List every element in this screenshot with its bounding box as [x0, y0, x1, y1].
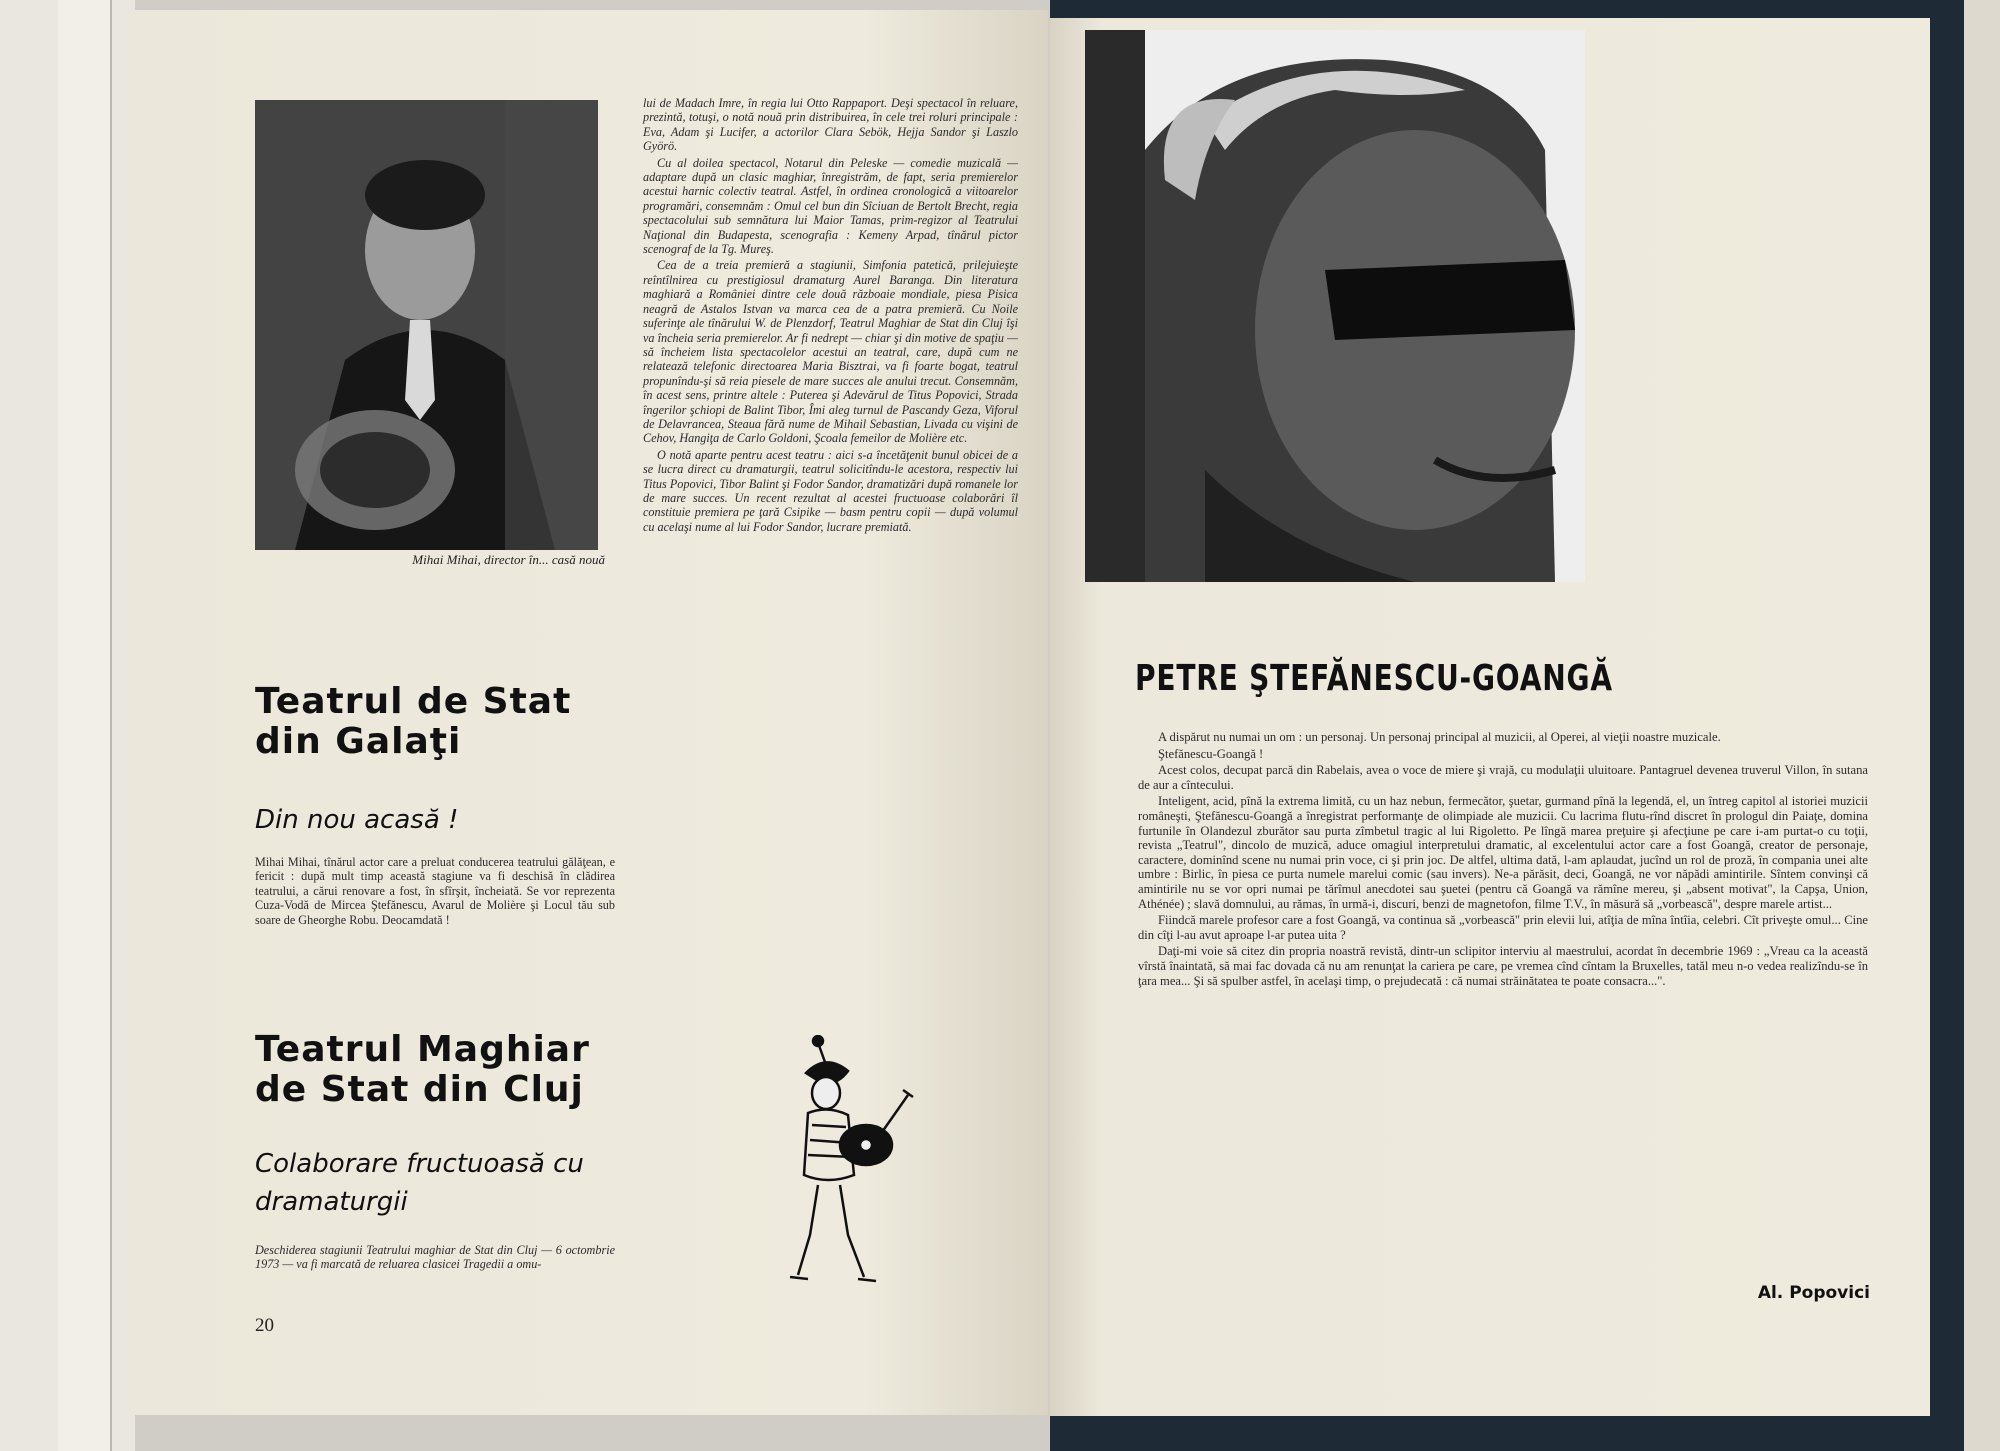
obituary-title: PETRE ŞTEFĂNESCU-GOANGĂ	[1135, 658, 1613, 699]
column-paragraph: O notă aparte pentru acest teatru : aici s-a încetăţenit bunul obicei de a se lucra direct cu dramaturgii, teatrul solicitîndu-le acestora, respectiv lui Titus Popovici, Tibor Balint şi Fodor Sandor, dramatizări după romanele lor de mare succes. Un recent rezultat al acestei fructuoase colaborări îl constituie premiera pe ţară Csipike — basm pentru copii — după volumul cu acelaşi nume al lui Fodor Sandor, lucrare premiată.	[643, 447, 1018, 534]
page-number: 20	[255, 1315, 274, 1336]
cover-edge-strip	[1964, 0, 2000, 1451]
article-title-cluj: Teatrul Maghiar de Stat din Cluj	[255, 1029, 590, 1111]
page-stack-edge	[58, 0, 112, 1451]
obituary-paragraph: A dispărut nu numai un om : un personaj. Un personaj principal al muzicii, al Operei, al vieţii noastre muzicale.	[1158, 730, 1721, 744]
bleed-through-text	[1840, 118, 1930, 1318]
troubadour-illustration	[768, 1035, 918, 1285]
book-binding-left	[0, 0, 135, 1451]
article-subtitle-cluj: Colaborare fructuoasă cu dramaturgii	[255, 1149, 584, 1217]
obituary-body	[1138, 730, 1868, 990]
portrait-photo-stefanescu-goanga	[1085, 30, 1585, 582]
left-page	[128, 10, 1048, 1415]
column-paragraph: lui de Madach Imre, în regia lui Otto Rappaport. Deşi spectacol în reluare, prezintă, totuşi, o notă nouă prin distribuirea, în cele trei roluri principale : Eva, Adam şi Lucifer, a actorilor Clara Sebök, Hejja Sandor şi Laszlo Györö.	[643, 96, 1018, 154]
column-paragraph: Cu al doilea spectacol, Notarul din Peleske — comedie muzicală — adaptare după un clasic maghiar, înregistrăm, de fapt, seria premierelor acestui harnic colectiv teatral. Astfel, în ordinea cronologică a viitoarelor programări, consemnăm : Omul cel bun din Sîciuan de Bertolt Brecht, regia spectacolului sub semnătura lui Maior Tamas, prim-regizor al Teatrului Naţional din Budapesta, scenografia : Kemeny Arpad, tînărul pictor scenograf de la Tg. Mureş.	[643, 155, 1018, 257]
portrait-photo-mihai-mihai	[255, 100, 598, 550]
obituary-paragraph: Fiindcă marele profesor care a fost Goangă, va continua să „vorbească" prin elevii lui, atîţia de mîna întîia, celebri. Cît priveşte omul... Cine din cîţi l-au avut aproape l-ar putea uita ?	[1138, 913, 1868, 942]
obituary-paragraph: Daţi-mi voie să citez din propria noastră revistă, dintr-un sclipitor interviu al maestrului, acordat în decembrie 1969 : „Vreau ca la această vîrstă înaintată, să mai fac dovada că nu am renunţat la cariera pe care, pe vremea cînd cîntam la Bruxelles, tatăl meu n-o vedea realizîndu-se în ţara mea... Şi să spulber astfel, în acelaşi timp, o prejudecată : că numai străinătatea te poate consacra...".	[1138, 944, 1868, 988]
article-body-cluj: Deschiderea stagiunii Teatrului maghiar de Stat din Cluj — 6 octombrie 1973 — va fi marcată de reluarea clasicei Tragedii a omu-	[255, 1243, 615, 1272]
author-signature: Al. Popovici	[1757, 1283, 1870, 1303]
column-paragraph: Cea de a treia premieră a stagiunii, Simfonia patetică, prilejuieşte reîntîlnirea cu prestigiosul dramaturg Aurel Baranga. Din literatura maghiară a României dintre cele două războaie mondiale, piesa Pisica neagră de Astalos Istvan va marca cea de a patra premieră. Cu Noile suferinţe ale tînărului W. de Plenzdorf, Teatrul Maghiar de Stat din Cluj îşi va încheia seria premierelor. Ar fi nedrept — chiar şi din motive de spaţiu — să încheiem lista spectacolelor acestui an teatral, care, după cum ne relatează telefonic directoarea Maria Bisztrai, va fi foarte bogat, teatrul propunîndu-şi să reia piesele de mare succes ale anului trecut. Consemnăm, în acest sens, printre altele : Puterea şi Adevărul de Titus Popovici, Strada îngerilor şchiopi de Balint Tibor, Îmi aleg turnul de Pascandy Geza, Viforul de Delavrancea, Steaua fără nume de Mihail Sebastian, Livada cu vişini de Cehov, Hangiţa de Carlo Goldoni, Şcoala femeilor de Molière etc.	[643, 258, 1018, 446]
photo-caption: Mihai Mihai, director în... casă nouă	[412, 552, 605, 567]
article-column-continued	[643, 96, 1018, 536]
right-page	[1050, 18, 1930, 1416]
article-subtitle-galati: Din nou acasă !	[255, 805, 459, 835]
obituary-paragraph: Inteligent, acid, pînă la extrema limită, cu un haz nebun, fermecător, şuetar, gurmand pînă la legendă, el, un întreg capitol al istoriei muzicii româneşti, Ştefănescu-Goangă a înregistrat performanţe de olimpiade ale muzicii. Cu lacrima flutu-rînd discret în prologul din Paiaţe, domina furtunile în Olandezul zburător sau purta zîmbetul tragic al lui Rigoletto. Pe lîngă marea preţuire şi afecţiune pe care i-am purtat-o cu toţii, revista „Teatrul", dincolo de muzică, aduce omagiul interpretului dramatic, al excelentului actor care a fost Goangă, creator de personaje, caractere, dominînd scene nu numai prin voce, ci şi prin joc. De altfel, ultima dată, l-am aplaudat, jucînd un rol de proză, în compania unei alte umbre : Birlic, în piesa ce purta numele marelui comic (sau invers). Ne-a părăsit, deci, Goangă, ne vor năpădi amintirile. Sîntem convinşi că amintirile nu se vor opri numai pe tărîmul anecdotei sau şuetei (pentru că Goangă va rămîne mereu, şi „absent motivat", la Capşa, Union, Athénée) ; slavă domnului, au rămas, în urmă-i, discuri, benzi de magnetofon, filme T.V., în măsură să „vorbească", despre marele artist...	[1138, 794, 1868, 911]
article-title-galati: Teatrul de Stat din Galaţi	[255, 681, 572, 763]
obituary-paragraph: Ştefănescu-Goangă !	[1158, 746, 1264, 761]
obituary-paragraph: Acest colos, decupat parcă din Rabelais, avea o voce de miere şi vrajă, cu modulaţii uluitoare. Pantagruel devenea truverul Villon, în sutana de aur a cîntecului.	[1138, 763, 1868, 792]
article-body-galati: Mihai Mihai, tînărul actor care a preluat conducerea teatrului gălăţean, e fericit : după mult timp această stagiune va fi deschisă în clădirea teatrului, a cărui renovare a fost, în sfîrşit, încheiată. Se vor reprezenta Cuza-Vodă de Mircea Ştefănescu, Avarul de Molière şi Locul tău sub soare de Gheorghe Robu. Deocamdată !	[255, 855, 615, 927]
